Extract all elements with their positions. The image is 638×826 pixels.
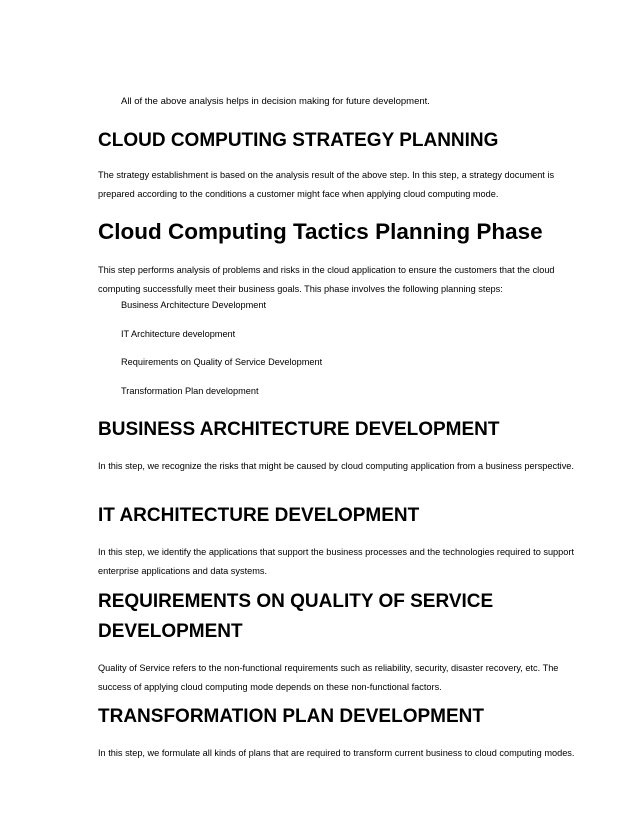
list-item: IT Architecture development [121,329,236,339]
tactics-heading: Cloud Computing Tactics Planning Phase [98,219,543,244]
it-body: In this step, we identify the applications that support the business processes and the technologies required to support enterprise applications and data systems. [98,547,575,576]
list-item: Requirements on Quality of Service Development [121,357,323,367]
qos-body: Quality of Service refers to the non-functional requirements such as reliability, security, disaster recovery, etc. The success of applying cloud computing mode depends on these non-functional factors. [98,663,559,692]
list-item: Transformation Plan development [121,386,259,396]
strategy-body: The strategy establishment is based on the analysis result of the above step. In this step, a strategy document is prepared according to the conditions a customer might face when applying cloud computing mode. [98,170,555,199]
list-item: Business Architecture Development [121,300,267,310]
qos-heading-line1: REQUIREMENTS ON QUALITY OF SERVICE [98,591,494,612]
it-heading: IT ARCHITECTURE DEVELOPMENT [98,505,420,526]
qos-heading-line2: DEVELOPMENT [98,621,243,642]
strategy-heading: CLOUD COMPUTING STRATEGY PLANNING [98,130,499,151]
intro-text: All of the above analysis helps in decision making for future development. [121,96,430,107]
business-heading: BUSINESS ARCHITECTURE DEVELOPMENT [98,419,500,440]
transformation-body: In this step, we formulate all kinds of plans that are required to transform current business to cloud computing modes. [98,748,575,758]
transformation-heading: TRANSFORMATION PLAN DEVELOPMENT [98,706,484,727]
tactics-body: This step performs analysis of problems and risks in the cloud application to ensure the customers that the cloud computing successfully meet their business goals. This phase involves the following planning steps: [98,265,555,294]
business-body: In this step, we recognize the risks that might be caused by cloud computing application from a business perspective. [98,461,574,471]
